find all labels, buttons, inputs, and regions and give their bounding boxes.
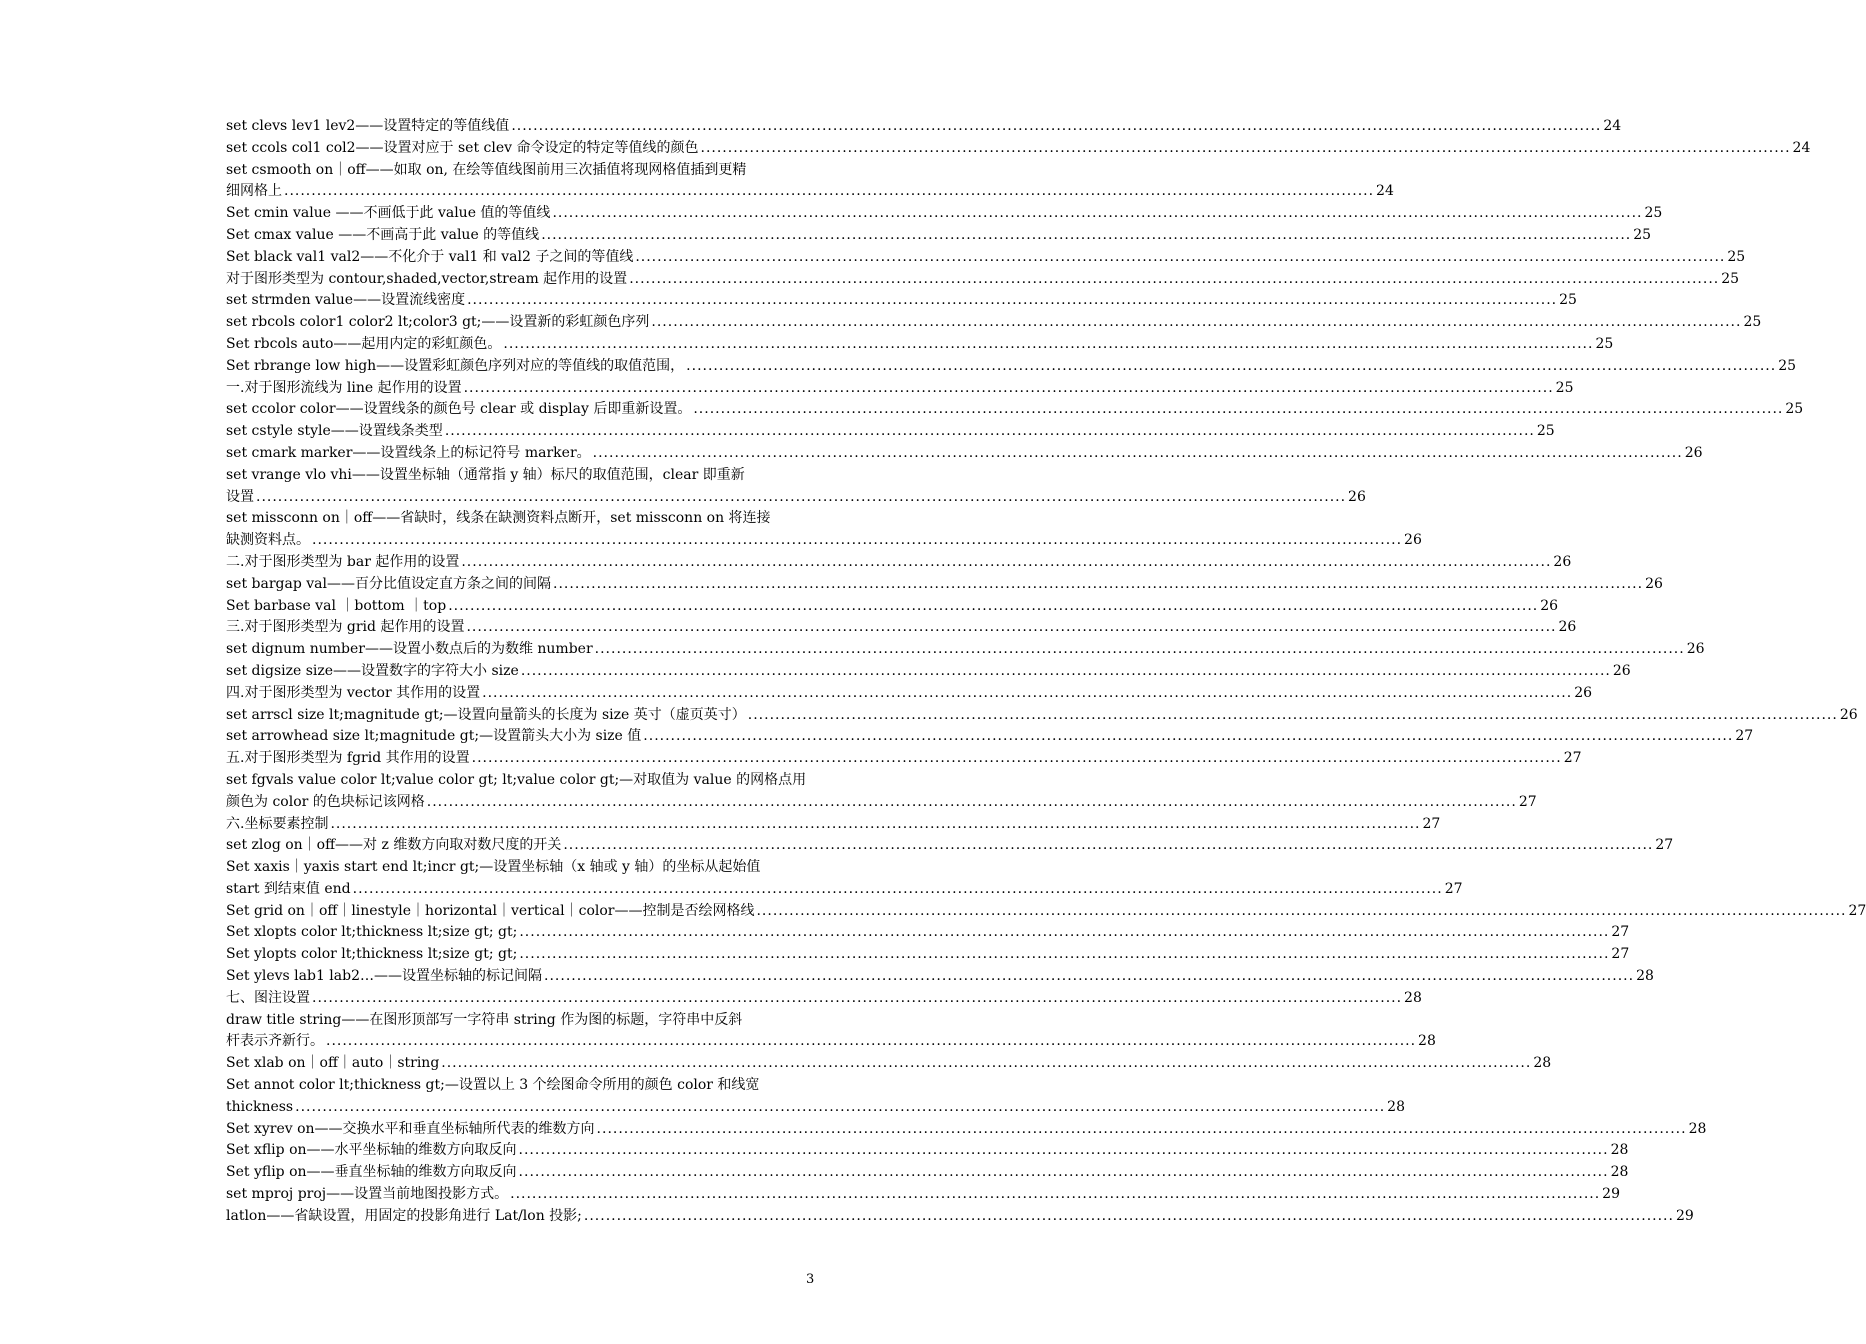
toc-entry-text: 杆表示齐新行。 xyxy=(226,1033,324,1050)
toc-entry-page: 27 xyxy=(1735,728,1754,745)
toc-entry-page: 24 xyxy=(1792,139,1811,156)
toc-leader-dots: ........................................................................................................................................................................................................ xyxy=(635,248,1726,265)
toc-entry[interactable] xyxy=(226,1140,1629,1162)
toc-entry[interactable] xyxy=(226,290,1577,312)
toc-entry[interactable] xyxy=(226,247,1746,269)
toc-leader-dots: ........................................................................................................................................................................................................ xyxy=(471,750,1562,767)
toc-entry-page: 26 xyxy=(1612,662,1631,679)
toc-entry-page: 26 xyxy=(1686,641,1705,658)
toc-entry-page: 25 xyxy=(1595,335,1614,352)
toc-entry-text: Set cmax value ——不画高于此 value 的等值线 xyxy=(226,226,540,243)
toc-leader-dots: ........................................................................................................................................................................................................ xyxy=(592,444,1683,461)
toc-entry-page: 28 xyxy=(1404,989,1422,1006)
toc-entry-text: Set xlab on｜off｜auto｜string xyxy=(226,1055,440,1072)
toc-entry-text: 七、图注设置 xyxy=(226,989,310,1006)
toc-leader-dots: ........................................................................................................................................................................................................ xyxy=(312,532,1403,549)
toc-leader-dots: ........................................................................................................................................................................................................ xyxy=(643,728,1734,745)
toc-entry[interactable] xyxy=(226,596,1559,618)
toc-leader-dots: ........................................................................................................................................................................................................ xyxy=(482,684,1573,701)
toc-entry-text: set ccolor color——设置线条的颜色号 clear 或 display 后即重新设置。 xyxy=(226,401,692,418)
toc-entry-page: 26 xyxy=(1348,488,1366,505)
toc-entry-text: set rbcols color1 color2 lt;color3 gt;——设置新的彩虹颜色序列 xyxy=(226,314,650,331)
toc-leader-dots: ........................................................................................................................................................................................................ xyxy=(583,1207,1674,1224)
toc-entry-page: 27 xyxy=(1563,750,1582,767)
toc-entry-page: 28 xyxy=(1418,1033,1436,1050)
toc-entry-text: 一.对于图形流线为 line 起作用的设置 xyxy=(226,379,462,396)
toc-entry[interactable] xyxy=(226,661,1631,683)
toc-leader-dots: ........................................................................................................................................................................................................ xyxy=(519,946,1610,963)
toc-entry-page: 24 xyxy=(1376,183,1394,200)
toc-entry-page: 26 xyxy=(1558,619,1577,636)
toc-leader-dots: ........................................................................................................................................................................................................ xyxy=(295,1098,1386,1115)
toc-entry[interactable] xyxy=(226,879,1463,901)
toc-entry-page: 26 xyxy=(1540,597,1559,614)
toc-entry-text: Set xyrev on——交换水平和垂直坐标轴所代表的维数方向 xyxy=(226,1120,595,1137)
toc-entry-page: 25 xyxy=(1536,423,1555,440)
toc-leader-dots: ........................................................................................................................................................................................................ xyxy=(693,401,1784,418)
toc-entry-text: set csmooth on｜off——如取 on, 在绘等值线图前用三次插值将现网格值插到更精 xyxy=(226,161,747,178)
toc-entry[interactable] xyxy=(226,1097,1405,1119)
toc-entry-text: set vrange vlo vhi——设置坐标轴（通常指 y 轴）标尺的取值范围，clear 即重新 xyxy=(226,466,745,483)
toc-entry-page: 27 xyxy=(1611,946,1630,963)
toc-entry[interactable] xyxy=(226,160,796,182)
toc-entry[interactable] xyxy=(226,312,1762,334)
toc-entry-text: set bargap val——百分比值设定直方条之间的间隔 xyxy=(226,575,552,592)
toc-leader-dots: ........................................................................................................................................................................................................ xyxy=(511,118,1602,134)
toc-entry-page: 25 xyxy=(1743,314,1762,331)
toc-entry-text: Set xlopts color lt;thickness lt;size gt; gt; xyxy=(226,924,518,941)
toc-entry-page: 27 xyxy=(1518,793,1537,810)
toc-leader-dots: ........................................................................................................................................................................................................ xyxy=(518,1142,1609,1159)
table-of-contents xyxy=(226,116,1866,1228)
toc-entry[interactable] xyxy=(226,1119,1707,1141)
toc-leader-dots: ........................................................................................................................................................................................................ xyxy=(686,357,1777,374)
toc-leader-dots: ........................................................................................................................................................................................................ xyxy=(747,706,1838,723)
toc-leader-dots: ........................................................................................................................................................................................................ xyxy=(510,1186,1601,1203)
toc-entry-text: thickness xyxy=(226,1098,294,1115)
toc-entry[interactable] xyxy=(226,857,796,879)
toc-entry[interactable] xyxy=(226,399,1804,421)
toc-leader-dots: ........................................................................................................................................................................................................ xyxy=(426,793,1517,810)
toc-entry-text: Set rbcols auto——起用内定的彩虹颜色。 xyxy=(226,335,502,352)
toc-entry[interactable] xyxy=(226,1206,1694,1228)
toc-entry-page: 25 xyxy=(1785,401,1804,418)
toc-entry-page: 26 xyxy=(1553,553,1572,570)
toc-entry-text: set zlog on｜off——对 z 维数方向取对数尺度的开关 xyxy=(226,837,562,854)
toc-leader-dots: ........................................................................................................................................................................................................ xyxy=(461,553,1552,570)
toc-entry-page: 26 xyxy=(1574,684,1593,701)
toc-entry-page: 28 xyxy=(1636,968,1654,985)
toc-entry-text: 四.对于图形类型为 vector 其作用的设置 xyxy=(226,684,481,701)
toc-entry[interactable] xyxy=(226,1053,1552,1075)
toc-leader-dots: ........................................................................................................................................................................................................ xyxy=(503,335,1594,352)
toc-leader-dots: ........................................................................................................................................................................................................ xyxy=(541,226,1632,243)
toc-entry[interactable] xyxy=(226,1184,1620,1206)
toc-entry[interactable] xyxy=(226,748,1582,770)
toc-leader-dots: ........................................................................................................................................................................................................ xyxy=(544,968,1635,985)
toc-entry-page: 26 xyxy=(1404,532,1422,549)
toc-leader-dots: ........................................................................................................................................................................................................ xyxy=(463,379,1554,396)
toc-entry-page: 28 xyxy=(1387,1098,1405,1115)
page-number: 3 xyxy=(806,1272,815,1287)
toc-entry-text: Set cmin value ——不画低于此 value 值的等值线 xyxy=(226,205,551,222)
toc-entry-page: 26 xyxy=(1684,444,1703,461)
toc-entry-text: latlon——省缺设置，用固定的投影角进行 Lat/lon 投影; xyxy=(226,1207,582,1224)
toc-leader-dots: ........................................................................................................................................................................................................ xyxy=(330,815,1421,832)
toc-entry[interactable] xyxy=(226,530,1422,552)
toc-entry-text: set missconn on｜off——省缺时，线条在缺测资料点断开，set missconn on 将连接 xyxy=(226,510,771,527)
toc-entry-text: Set grid on｜off｜linestyle｜horizontal｜vertical｜color——控制是否绘网格线 xyxy=(226,902,755,919)
toc-leader-dots: ........................................................................................................................................................................................................ xyxy=(563,837,1654,854)
toc-entry-page: 27 xyxy=(1655,837,1674,854)
toc-entry-text: 六.坐标要素控制 xyxy=(226,815,329,832)
toc-leader-dots: ........................................................................................................................................................................................................ xyxy=(312,989,1403,1006)
toc-entry[interactable] xyxy=(226,334,1614,356)
toc-entry-text: set cmark marker——设置线条上的标记符号 marker。 xyxy=(226,444,591,461)
toc-entry[interactable] xyxy=(226,1010,796,1032)
toc-leader-dots: ........................................................................................................................................................................................................ xyxy=(519,924,1610,941)
toc-entry[interactable] xyxy=(226,116,1622,138)
toc-entry-text: set cstyle style——设置线条类型 xyxy=(226,423,443,440)
toc-leader-dots: ........................................................................................................................................................................................................ xyxy=(520,662,1611,679)
toc-entry[interactable] xyxy=(226,181,1394,203)
toc-entry-text: set clevs lev1 lev2——设置特定的等值线值 xyxy=(226,118,510,134)
toc-entry-text: set digsize size——设置数字的字符大小 size xyxy=(226,662,519,679)
toc-entry[interactable] xyxy=(226,792,1537,814)
toc-entry-page: 28 xyxy=(1533,1055,1552,1072)
toc-entry-page: 27 xyxy=(1444,880,1463,897)
toc-entry-text: 二.对于图形类型为 bar 起作用的设置 xyxy=(226,553,460,570)
toc-entry-text: Set xaxis｜yaxis start end lt;incr gt;—设置坐标轴（x 轴或 y 轴）的坐标从起始值 xyxy=(226,859,761,876)
toc-entry-text: draw title string——在图形顶部写一字符串 string 作为图的标题，字符串中反斜 xyxy=(226,1011,743,1028)
toc-entry-page: 29 xyxy=(1602,1186,1620,1203)
toc-entry-text: 缺测资料点。 xyxy=(226,532,310,549)
toc-leader-dots: ........................................................................................................................................................................................................ xyxy=(651,314,1742,331)
toc-entry-page: 25 xyxy=(1644,205,1663,222)
toc-leader-dots: ........................................................................................................................................................................................................ xyxy=(466,619,1557,636)
toc-entry-text: Set rbrange low high——设置彩虹颜色序列对应的等值线的取值范围， xyxy=(226,357,685,374)
toc-entry-page: 27 xyxy=(1848,902,1866,919)
toc-entry-text: Set annot color lt;thickness gt;—设置以上 3 个绘图命令所用的颜色 color 和线宽 xyxy=(226,1077,760,1094)
toc-entry-text: 设置 xyxy=(226,488,254,505)
toc-entry[interactable] xyxy=(226,617,1577,639)
toc-entry-text: Set black val1 val2——不化介于 val1 和 val2 子之间的等值线 xyxy=(226,248,634,265)
toc-entry[interactable] xyxy=(226,835,1674,857)
toc-leader-dots: ........................................................................................................................................................................................................ xyxy=(284,183,1375,200)
toc-entry-page: 25 xyxy=(1559,292,1577,309)
toc-entry-text: 颜色为 color 的色块标记该网格 xyxy=(226,793,425,810)
toc-entry-page: 25 xyxy=(1555,379,1574,396)
toc-entry[interactable] xyxy=(226,922,1630,944)
toc-entry[interactable] xyxy=(226,508,796,530)
toc-entry[interactable] xyxy=(226,814,1441,836)
toc-entry[interactable] xyxy=(226,138,1811,160)
toc-entry-text: set ccols col1 col2——设置对应于 set clev 命令设定的特定等值线的颜色 xyxy=(226,139,699,156)
toc-entry-page: 24 xyxy=(1603,118,1622,134)
toc-entry-page: 25 xyxy=(1633,226,1652,243)
toc-entry-text: Set xflip on——水平坐标轴的维数方向取反向 xyxy=(226,1142,517,1159)
toc-entry-page: 26 xyxy=(1645,575,1663,592)
toc-leader-dots: ........................................................................................................................................................................................................ xyxy=(552,205,1643,222)
toc-entry[interactable] xyxy=(226,770,807,792)
toc-entry-page: 25 xyxy=(1778,357,1797,374)
toc-leader-dots: ........................................................................................................................................................................................................ xyxy=(444,423,1535,440)
toc-entry-text: set strmden value——设置流线密度 xyxy=(226,292,466,309)
toc-entry[interactable] xyxy=(226,269,1740,291)
toc-entry-text: set fgvals value color lt;value color gt; lt;value color gt;—对取值为 value 的网格点用 xyxy=(226,771,807,788)
toc-entry[interactable] xyxy=(226,465,796,487)
toc-entry[interactable] xyxy=(226,1031,1436,1053)
toc-leader-dots: ........................................................................................................................................................................................................ xyxy=(352,880,1443,897)
toc-entry[interactable] xyxy=(226,203,1663,225)
toc-entry[interactable] xyxy=(226,988,1422,1010)
toc-entry-text: Set ylopts color lt;thickness lt;size gt; gt; xyxy=(226,946,518,963)
toc-leader-dots: ........................................................................................................................................................................................................ xyxy=(594,641,1685,658)
toc-entry-page: 28 xyxy=(1610,1164,1629,1181)
toc-leader-dots: ........................................................................................................................................................................................................ xyxy=(700,139,1791,156)
toc-entry-text: set dignum number——设置小数点后的为数维 number xyxy=(226,641,593,658)
toc-entry-page: 28 xyxy=(1610,1142,1629,1159)
toc-entry[interactable] xyxy=(226,574,1663,596)
toc-entry[interactable] xyxy=(226,421,1555,443)
toc-leader-dots: ........................................................................................................................................................................................................ xyxy=(553,575,1644,592)
toc-leader-dots: ........................................................................................................................................................................................................ xyxy=(629,270,1720,287)
toc-entry-page: 27 xyxy=(1611,924,1630,941)
toc-entry-text: Set ylevs lab1 lab2…——设置坐标轴的标记间隔 xyxy=(226,968,543,985)
toc-entry-text: Set barbase val ｜bottom ｜top xyxy=(226,597,447,614)
toc-entry[interactable] xyxy=(226,726,1754,748)
toc-entry[interactable] xyxy=(226,1075,796,1097)
toc-entry[interactable] xyxy=(226,1162,1629,1184)
toc-entry[interactable] xyxy=(226,552,1572,574)
toc-entry-page: 25 xyxy=(1727,248,1746,265)
toc-entry[interactable] xyxy=(226,487,1366,509)
toc-entry-page: 28 xyxy=(1688,1120,1707,1137)
toc-leader-dots: ........................................................................................................................................................................................................ xyxy=(467,292,1558,309)
toc-entry-text: 对于图形类型为 contour,shaded,vector,stream 起作用的设置 xyxy=(226,270,628,287)
toc-entry[interactable] xyxy=(226,683,1593,705)
toc-entry[interactable] xyxy=(226,944,1630,966)
toc-entry[interactable] xyxy=(226,966,1654,988)
toc-leader-dots: ........................................................................................................................................................................................................ xyxy=(326,1033,1417,1050)
toc-entry-text: set arrscl size lt;magnitude gt;—设置向量箭头的长度为 size 英寸（虚页英寸） xyxy=(226,706,746,723)
toc-entry-text: 五.对于图形类型为 fgrid 其作用的设置 xyxy=(226,750,470,767)
toc-leader-dots: ........................................................................................................................................................................................................ xyxy=(596,1120,1687,1137)
toc-entry-text: Set yflip on——垂直坐标轴的维数方向取反向 xyxy=(226,1164,517,1181)
toc-entry[interactable] xyxy=(226,356,1797,378)
toc-entry-text: set mproj proj——设置当前地图投影方式。 xyxy=(226,1186,509,1203)
toc-leader-dots: ........................................................................................................................................................................................................ xyxy=(756,902,1847,919)
toc-entry-text: start 到结束值 end xyxy=(226,880,351,897)
toc-entry-page: 27 xyxy=(1422,815,1441,832)
toc-entry-page: 25 xyxy=(1721,270,1740,287)
toc-entry[interactable] xyxy=(226,225,1652,247)
toc-entry[interactable] xyxy=(226,443,1703,465)
toc-entry[interactable] xyxy=(226,705,1858,727)
toc-leader-dots: ........................................................................................................................................................................................................ xyxy=(518,1164,1609,1181)
toc-entry[interactable] xyxy=(226,378,1574,400)
toc-entry[interactable] xyxy=(226,639,1705,661)
toc-leader-dots: ........................................................................................................................................................................................................ xyxy=(448,597,1539,614)
toc-entry-text: set arrowhead size lt;magnitude gt;—设置箭头大小为 size 值 xyxy=(226,728,642,745)
toc-leader-dots: ........................................................................................................................................................................................................ xyxy=(441,1055,1532,1072)
toc-entry-page: 29 xyxy=(1675,1207,1694,1224)
toc-entry-page: 26 xyxy=(1839,706,1858,723)
toc-leader-dots: ........................................................................................................................................................................................................ xyxy=(256,488,1347,505)
toc-entry[interactable] xyxy=(226,901,1866,923)
toc-entry-text: 三.对于图形类型为 grid 起作用的设置 xyxy=(226,619,465,636)
toc-entry-text: 细网格上 xyxy=(226,183,282,200)
